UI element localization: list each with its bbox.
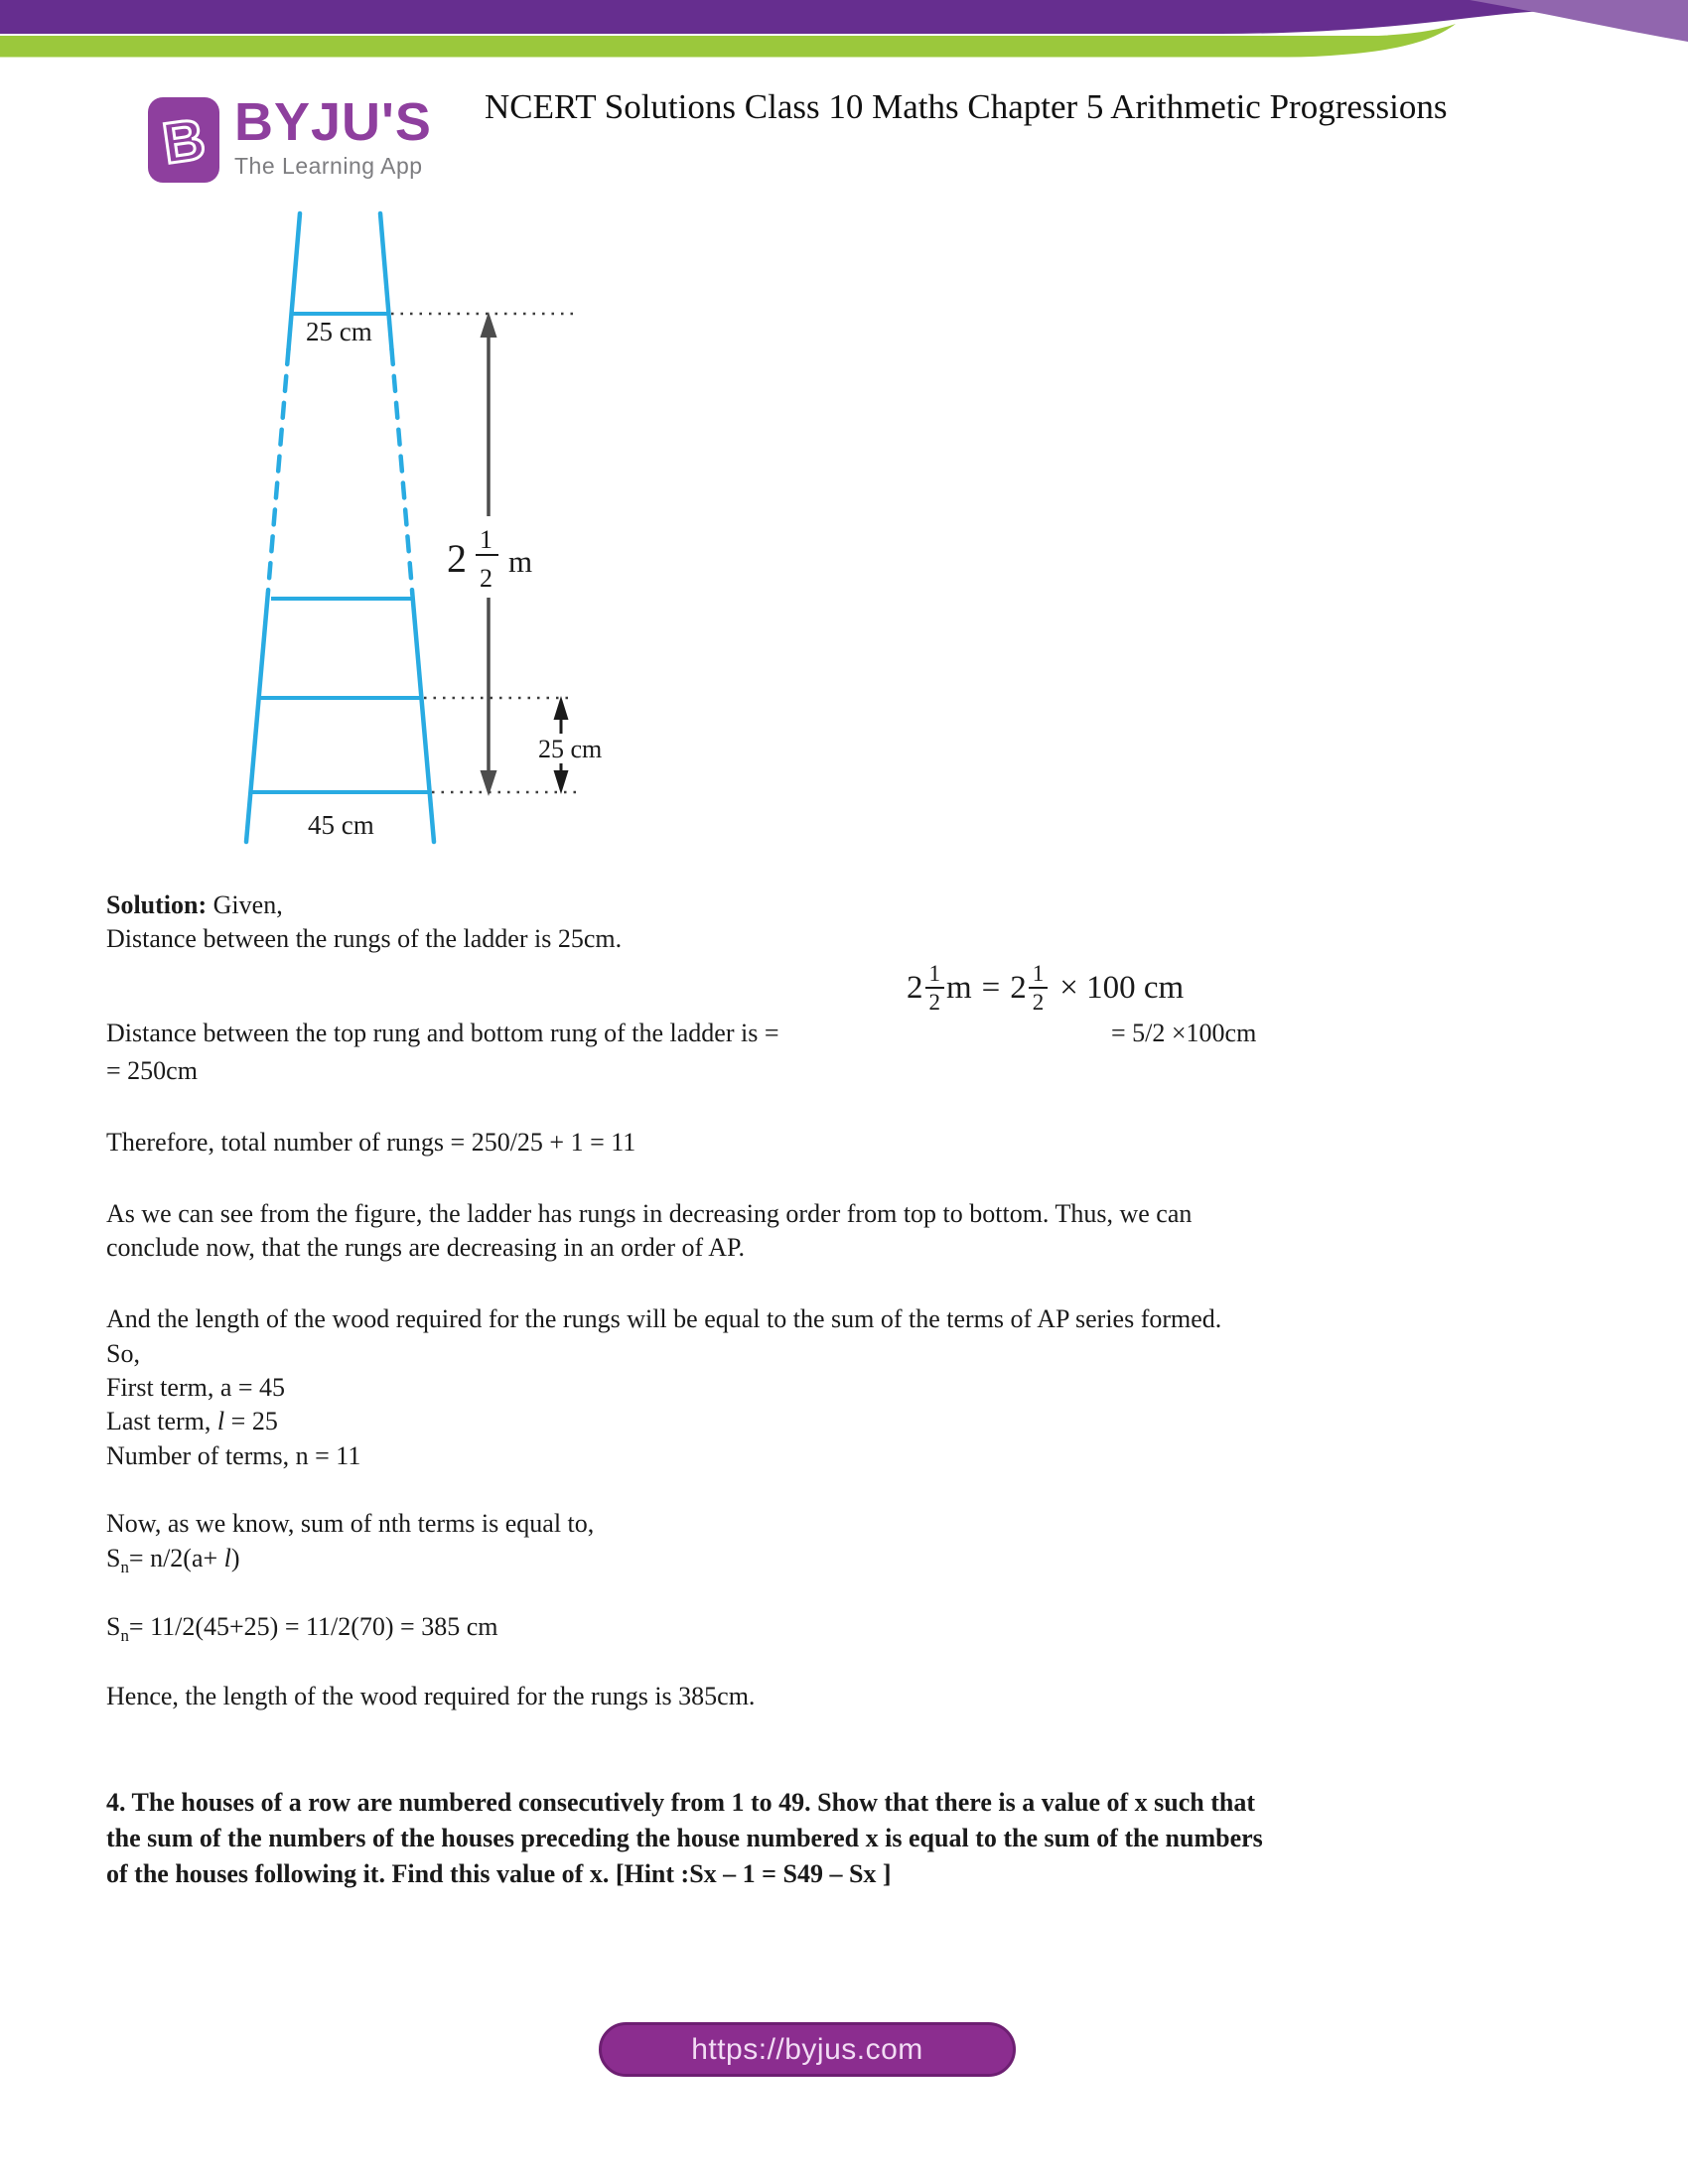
top-rung-label: 25 cm xyxy=(306,317,372,346)
bottom-rung-label: 45 cm xyxy=(308,810,374,840)
distance-prefix: Distance between the top rung and bottom rung of the ladder is = xyxy=(106,1019,779,1047)
gap-label: 25 cm xyxy=(538,735,603,763)
sn-calculation-line: $S_n= 11/2(45+25) = 11/2(70) = 385$ cm xyxy=(106,1612,498,1646)
distance-suffix: = 5/2 ×100cm xyxy=(1111,1019,1257,1047)
rungs-count-line: Therefore, total number of rungs = 250/25 + 1 = 11 xyxy=(106,1128,636,1157)
byjus-url-text: https://byjus.com xyxy=(691,2032,923,2066)
byjus-logo-icon xyxy=(147,95,220,185)
ladder-rungs xyxy=(251,314,430,792)
first-term-line: First term, a = 45 xyxy=(106,1373,286,1402)
ap-observation-line1: As we can see from the figure, the ladder has rungs in decreasing order from top to bottom. Thus, we can xyxy=(106,1199,1193,1228)
question4-line3: of the houses following it. Find this value of x. [Hint :Sx – 1 = S49 – Sx ] xyxy=(106,1859,892,1888)
page-title: NCERT Solutions Class 10 Maths Chapter 5 Arithmetic Progressions xyxy=(485,87,1448,126)
purple-band xyxy=(0,0,1688,34)
ladder-rails xyxy=(246,213,434,842)
sn-formula-line: $S_n= n/2(a+ l)$ xyxy=(106,1544,240,1577)
num-terms-line: Number of terms, n = 11 xyxy=(106,1441,361,1470)
question4-line1: 4. The houses of a row are numbered consecutively from 1 to 49. Show that there is a value of x such that xyxy=(106,1788,1255,1817)
ap-observation-line2: conclude now, that the rungs are decreasing in an order of AP. xyxy=(106,1233,746,1262)
hence-line: Hence, the length of the wood required for the rungs is 385cm. xyxy=(106,1682,756,1710)
byjus-logo xyxy=(147,92,432,185)
logo-brand-text: BYJU'S xyxy=(234,92,432,152)
svg-text:m: m xyxy=(508,544,533,579)
given-line: Distance between the rungs of the ladder is 25cm. xyxy=(106,924,623,953)
last-term-line: Last term, l = 25 xyxy=(106,1407,278,1435)
mixed-fraction-equation: 2 $\frac{1}{2}$ m = 2 $\frac{1}{2}$ × 100 cm xyxy=(907,961,1185,1015)
solution-heading: Solution: Given, xyxy=(106,890,283,919)
result-250: = 250cm xyxy=(106,1056,198,1085)
height-label xyxy=(447,525,532,593)
svg-text:2: 2 xyxy=(480,564,492,593)
svg-text:2: 2 xyxy=(447,536,467,581)
svg-text:1: 1 xyxy=(480,525,492,554)
question4-line2: the sum of the numbers of the houses preceding the house numbered x is equal to the sum of the numbers xyxy=(106,1824,1263,1852)
sum-intro-line: Now, as we know, sum of nth terms is equal to, xyxy=(106,1509,595,1538)
so-line: So, xyxy=(106,1339,140,1368)
logo-b-glyph: B xyxy=(158,106,210,177)
distance-equation-row xyxy=(106,953,1596,1087)
ladder-diagram xyxy=(199,199,675,854)
logo-tagline: The Learning App xyxy=(234,153,423,179)
byjus-url-button[interactable] xyxy=(599,2022,1016,2077)
wood-length-line: And the length of the wood required for the rungs will be equal to the sum of the terms of AP series formed. xyxy=(106,1304,1222,1333)
header-band xyxy=(0,0,1688,69)
